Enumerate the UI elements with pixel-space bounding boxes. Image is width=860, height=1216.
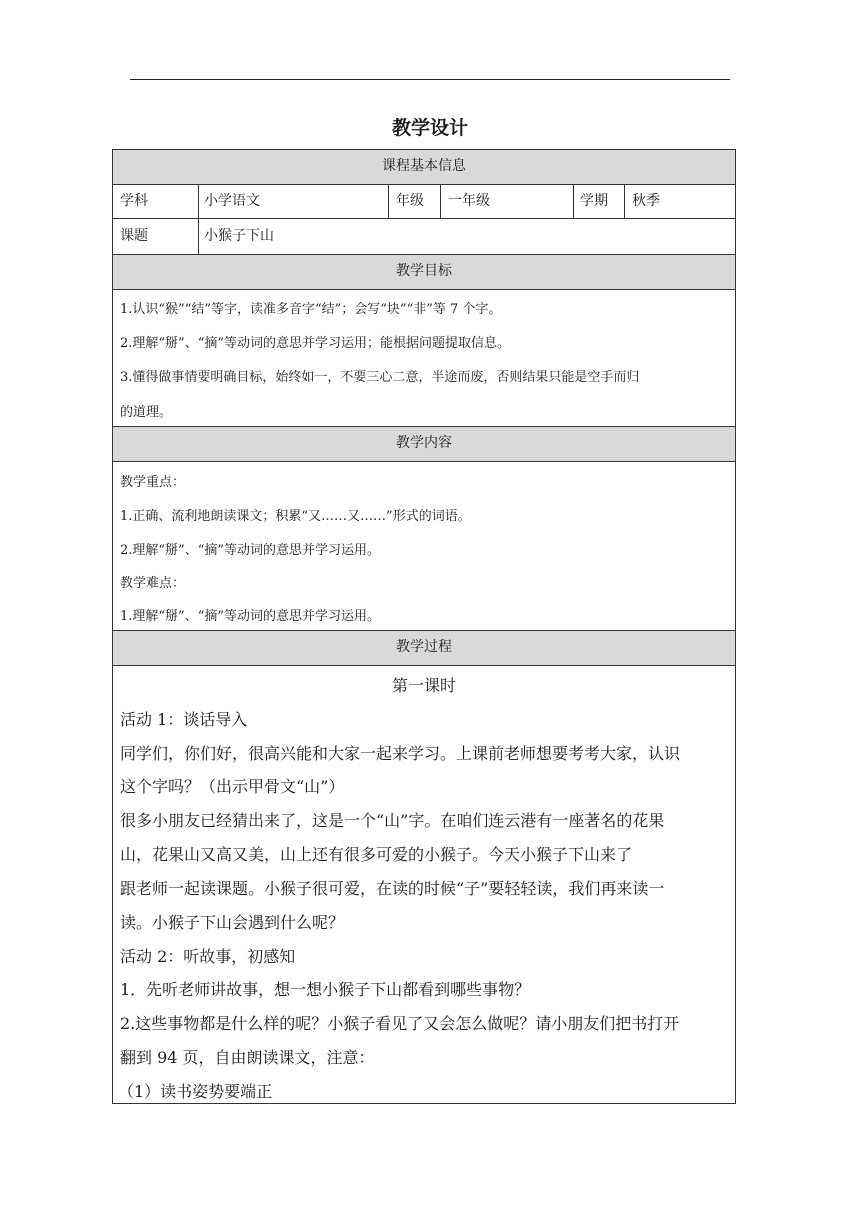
content-line: 1.理解“掰”、“摘”等动词的意思并学习运用。 — [120, 609, 380, 624]
objective-item: 1.认识“猴”“结”等字，读准多音字“结”；会写“块”“非”等 7 个字。 — [120, 302, 502, 317]
objective-item: 的道理。 — [120, 405, 173, 420]
process-line: 很多小朋友已经猜出来了，这是一个“山”字。在咱们连云港有一座著名的花果 — [120, 811, 665, 830]
subject-value: 小学语文 — [204, 193, 260, 209]
process-line: 2.这些事物都是什么样的呢？小猴子看见了又会怎么做呢？请小朋友们把书打开 — [120, 1014, 680, 1033]
document-title: 教学设计 — [391, 117, 468, 139]
term-label: 学期 — [580, 193, 608, 209]
grade-label: 年级 — [396, 193, 424, 209]
objectives-header: 教学目标 — [113, 255, 735, 290]
process-line: 这个字吗？（出示甲骨文“山”） — [120, 777, 345, 796]
process-line: 1．先听老师讲故事，想一想小猴子下山都看到哪些事物？ — [120, 980, 531, 999]
grade-value: 一年级 — [448, 193, 490, 209]
column-divider — [573, 184, 574, 218]
column-divider — [388, 184, 389, 218]
content-line: 2.理解“掰”、“摘”等动词的意思并学习运用。 — [120, 543, 380, 558]
column-divider — [198, 184, 199, 254]
column-divider — [440, 184, 441, 218]
lesson-plan-table — [112, 149, 736, 1104]
process-line: 跟老师一起读课题。小猴子很可爱，在读的时候“子”要轻轻读，我们再来读一 — [120, 879, 665, 898]
content-line: 教学难点： — [120, 576, 186, 591]
content-line: 教学重点： — [120, 475, 186, 490]
objective-item: 3.懂得做事情要明确目标，始终如一，不要三心二意，半途而废，否则结果只能是空手而归 — [120, 370, 640, 385]
content-line: 1.正确、流利地朗读课文；积累“又……又……”形式的词语。 — [120, 509, 471, 524]
term-value: 秋季 — [632, 193, 660, 209]
topic-label: 课题 — [120, 228, 148, 244]
process-line: 读。小猴子下山会遇到什么呢？ — [120, 913, 345, 932]
process-line: 活动 2：听故事，初感知 — [120, 947, 296, 966]
objective-item: 2.理解“掰”、“摘”等动词的意思并学习运用；能根据问题提取信息。 — [120, 336, 510, 351]
process-header: 教学过程 — [113, 631, 735, 666]
header-rule — [130, 79, 730, 80]
process-line: （1）读书姿势要端正 — [118, 1082, 273, 1101]
process-line: 同学们，你们好，很高兴能和大家一起来学习。上课前老师想要考考大家，认识 — [120, 744, 681, 763]
subject-label: 学科 — [120, 193, 148, 209]
process-line: 活动 1：谈话导入 — [120, 710, 248, 729]
column-divider — [624, 184, 625, 218]
process-line: 山，花果山又高又美，山上还有很多可爱的小猴子。今天小猴子下山来了 — [120, 845, 633, 864]
process-line: 翻到 94 页，自由朗读课文，注意： — [120, 1048, 375, 1067]
topic-value: 小猴子下山 — [204, 228, 274, 244]
content-header: 教学内容 — [113, 427, 735, 462]
basic-info-header: 课程基本信息 — [113, 150, 735, 185]
lesson-title: 第一课时 — [391, 676, 456, 695]
